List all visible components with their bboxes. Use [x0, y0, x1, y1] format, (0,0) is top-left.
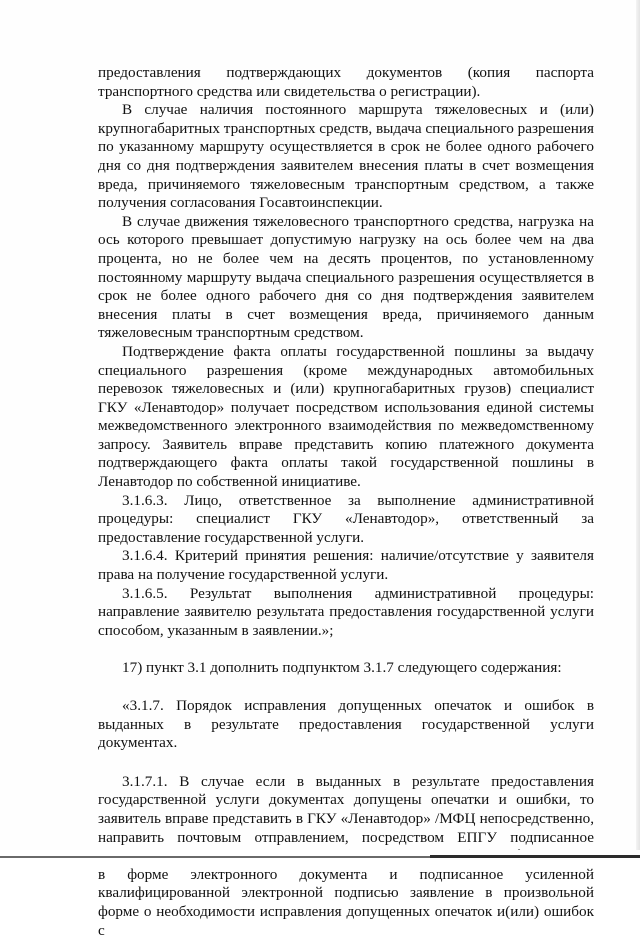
- paragraph-documents-continuation: предоставления подтверждающих документов (копия паспорта транспортного средства или свидетельства о регистрации).: [98, 64, 594, 100]
- paragraph-3-1-6-3: 3.1.6.3. Лицо, ответственное за выполнение административной процедуры: специалист ГКУ «Ленавтодор», ответственный за предоставление государственной услуги.: [98, 491, 594, 546]
- paragraph-state-duty: Подтверждение факта оплаты государственной пошлины за выдачу специального разрешения (кроме международных автомобильных перевозок тяжеловесных и (или) крупногабаритных грузов) специалист ГКУ «Ленавтодор» получает посредством использования единой системы межведомственного электронного взаимодействия по межведомственному запросу. Заявитель вправе представить копию платежного документа подтверждающего факта оплаты такой государственной пошлины в Ленавтодор по собственной инициативе.: [98, 342, 594, 491]
- paragraph-item-17: 17) пункт 3.1 дополнить подпунктом 3.1.7 следующего содержания:: [122, 659, 562, 677]
- paragraph-3-1-7-1: 3.1.7.1. В случае если в выданных в результате предоставления государственной услуги документах допущены опечатки и ошибки, то заявитель вправе представить в ГКУ «Ленавтодор» /МФЦ непосредственно, направить почтовым отправлением, посредством ЕПГУ подписанное в форме электронного документа и подписанное усиленной квалифицированной электронной подписью заявление в произвольной форме о необходимости исправления допущенных опечаток и(или) ошибок с: [98, 772, 594, 939]
- scan-bottom-border: [0, 850, 640, 864]
- paragraph-permanent-route: В случае наличия постоянного маршрута тяжеловесных и (или) крупногабаритных транспортных средств, выдача специального разрешения по указанному маршруту осуществляется в срок не более одного рабочего дня со дня подтверждения заявителем внесения платы в счет возмещения вреда, причиняемого тяжеловесным транспортным средством, а также получения согласования Госавтоинспекции.: [98, 101, 594, 212]
- paragraph-3-1-7-heading: «3.1.7. Порядок исправления допущенных опечаток и ошибок в выданных в результате предоставления государственной услуги документах.: [98, 697, 594, 752]
- scan-edge-shadow: [636, 0, 640, 864]
- paragraph-3-1-6-4: 3.1.6.4. Критерий принятия решения: наличие/отсутствие у заявителя права на получение государственной услуги.: [98, 547, 594, 584]
- scan-bottom-rule-dark: [430, 855, 640, 858]
- document-body: [98, 64, 594, 940]
- paragraph-3-1-6-5: 3.1.6.5. Результат выполнения административной процедуры: направление заявителю результата предоставления государственной услуги способом, указанным в заявлении.»;: [98, 584, 594, 639]
- paragraph-axle-load: В случае движения тяжеловесного транспортного средства, нагрузка на ось которого превышает допустимую нагрузку на ось более чем на два процента, но не более чем на десять процентов, по установленному постоянному маршруту выдача специального разрешения осуществляется в срок не более одного рабочего дня со дня подтверждения заявителем внесения платы в счет возмещения вреда, причиняемого данным тяжеловесным транспортным средством.: [98, 212, 594, 342]
